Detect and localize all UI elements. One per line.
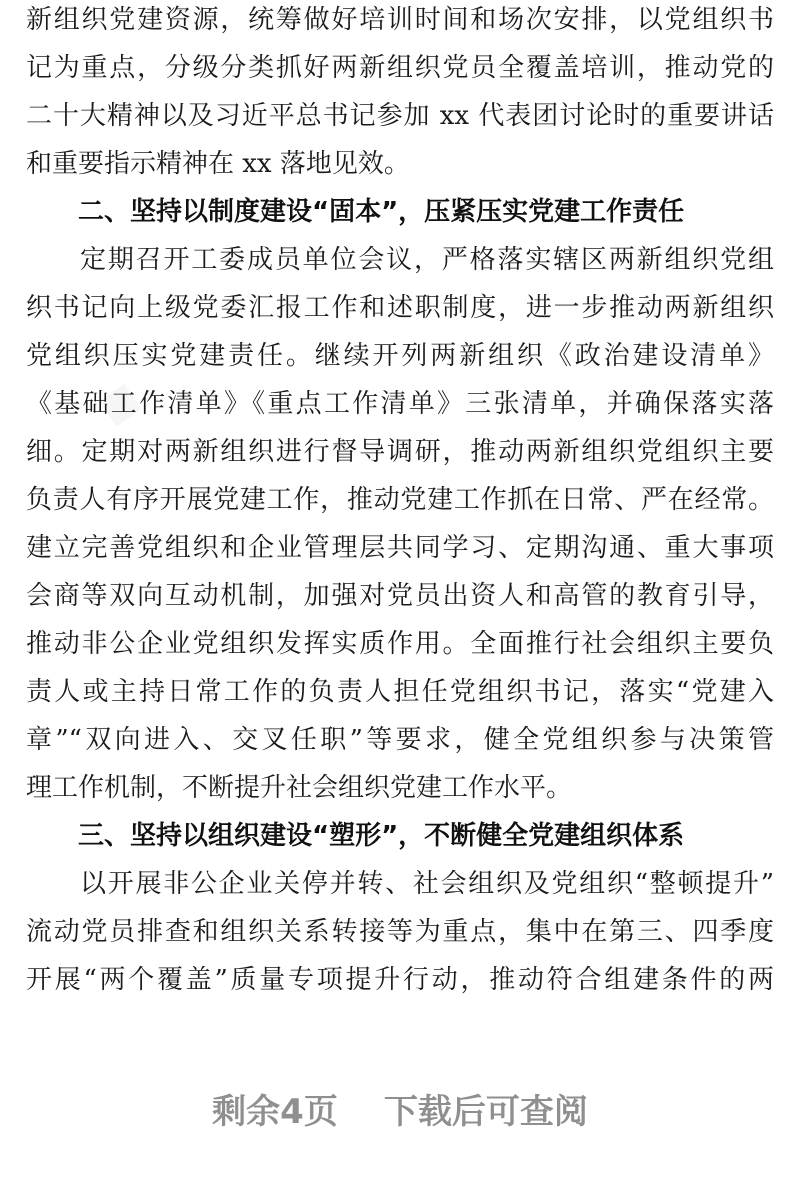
paragraph-3-line-2: 流动党员排查和组织关系转接等为重点，集中在第三、四季度 xyxy=(26,917,774,947)
paragraph-2-line-9: 推动非公企业党组织发挥实质作用。全面推行社会组织主要负 xyxy=(26,629,774,659)
paragraph-3-line-3: 开展“两个覆盖”质量专项提升行动，推动符合组建条件的两 xyxy=(26,965,774,995)
paragraph-1-line-3: 二十大精神以及习近平总书记参加 xx 代表团讨论时的重要讲话 xyxy=(26,101,774,131)
paragraph-1-line-2: 记为重点，分级分类抓好两新组织党员全覆盖培训，推动党的 xyxy=(26,53,774,83)
paragraph-2-line-10: 责人或主持日常工作的负责人担任党组织书记，落实“党建入 xyxy=(26,677,774,707)
remaining-pages-label: 剩余4页 xyxy=(212,1092,338,1132)
section-heading-3: 三、坚持以组织建设“塑形”，不断健全党建组织体系 xyxy=(78,821,685,851)
download-prompt[interactable] xyxy=(0,1088,800,1136)
paragraph-2-line-12: 理工作机制，不断提升社会组织党建工作水平。 xyxy=(26,773,573,803)
paragraph-2-line-3: 党组织压实党建责任。继续开列两新组织《政治建设清单》 xyxy=(26,341,774,371)
paragraph-2-line-2: 织书记向上级党委汇报工作和述职制度，进一步推动两新组织 xyxy=(26,293,774,323)
paragraph-2-line-4: 《基础工作清单》《重点工作清单》三张清单，并确保落实落 xyxy=(26,389,774,419)
paragraph-1-line-1: 新组织党建资源，统筹做好培训时间和场次安排，以党组织书 xyxy=(26,5,774,35)
paragraph-1-line-4: 和重要指示精神在 xx 落地见效。 xyxy=(26,149,410,179)
paragraph-2-line-8: 会商等双向互动机制，加强对党员出资人和高管的教育引导， xyxy=(26,581,774,611)
download-to-view-label: 下载后可查阅 xyxy=(383,1092,588,1132)
paragraph-2-line-7: 建立完善党组织和企业管理层共同学习、定期沟通、重大事项 xyxy=(26,533,774,563)
paragraph-2-line-6: 负责人有序开展党建工作，推动党建工作抓在日常、严在经常。 xyxy=(26,485,774,515)
paragraph-2-line-5: 细。定期对两新组织进行督导调研，推动两新组织党组织主要 xyxy=(26,437,774,467)
paragraph-2-line-11: 章”“双向进入、交叉任职”等要求，健全党组织参与决策管 xyxy=(26,725,774,755)
paragraph-3-line-1: 以开展非公企业关停并转、社会组织及党组织“整顿提升” xyxy=(80,869,774,899)
section-heading-2: 二、坚持以制度建设“固本”，压紧压实党建工作责任 xyxy=(78,197,685,227)
paragraph-2-line-1: 定期召开工委成员单位会议，严格落实辖区两新组织党组 xyxy=(80,245,774,275)
